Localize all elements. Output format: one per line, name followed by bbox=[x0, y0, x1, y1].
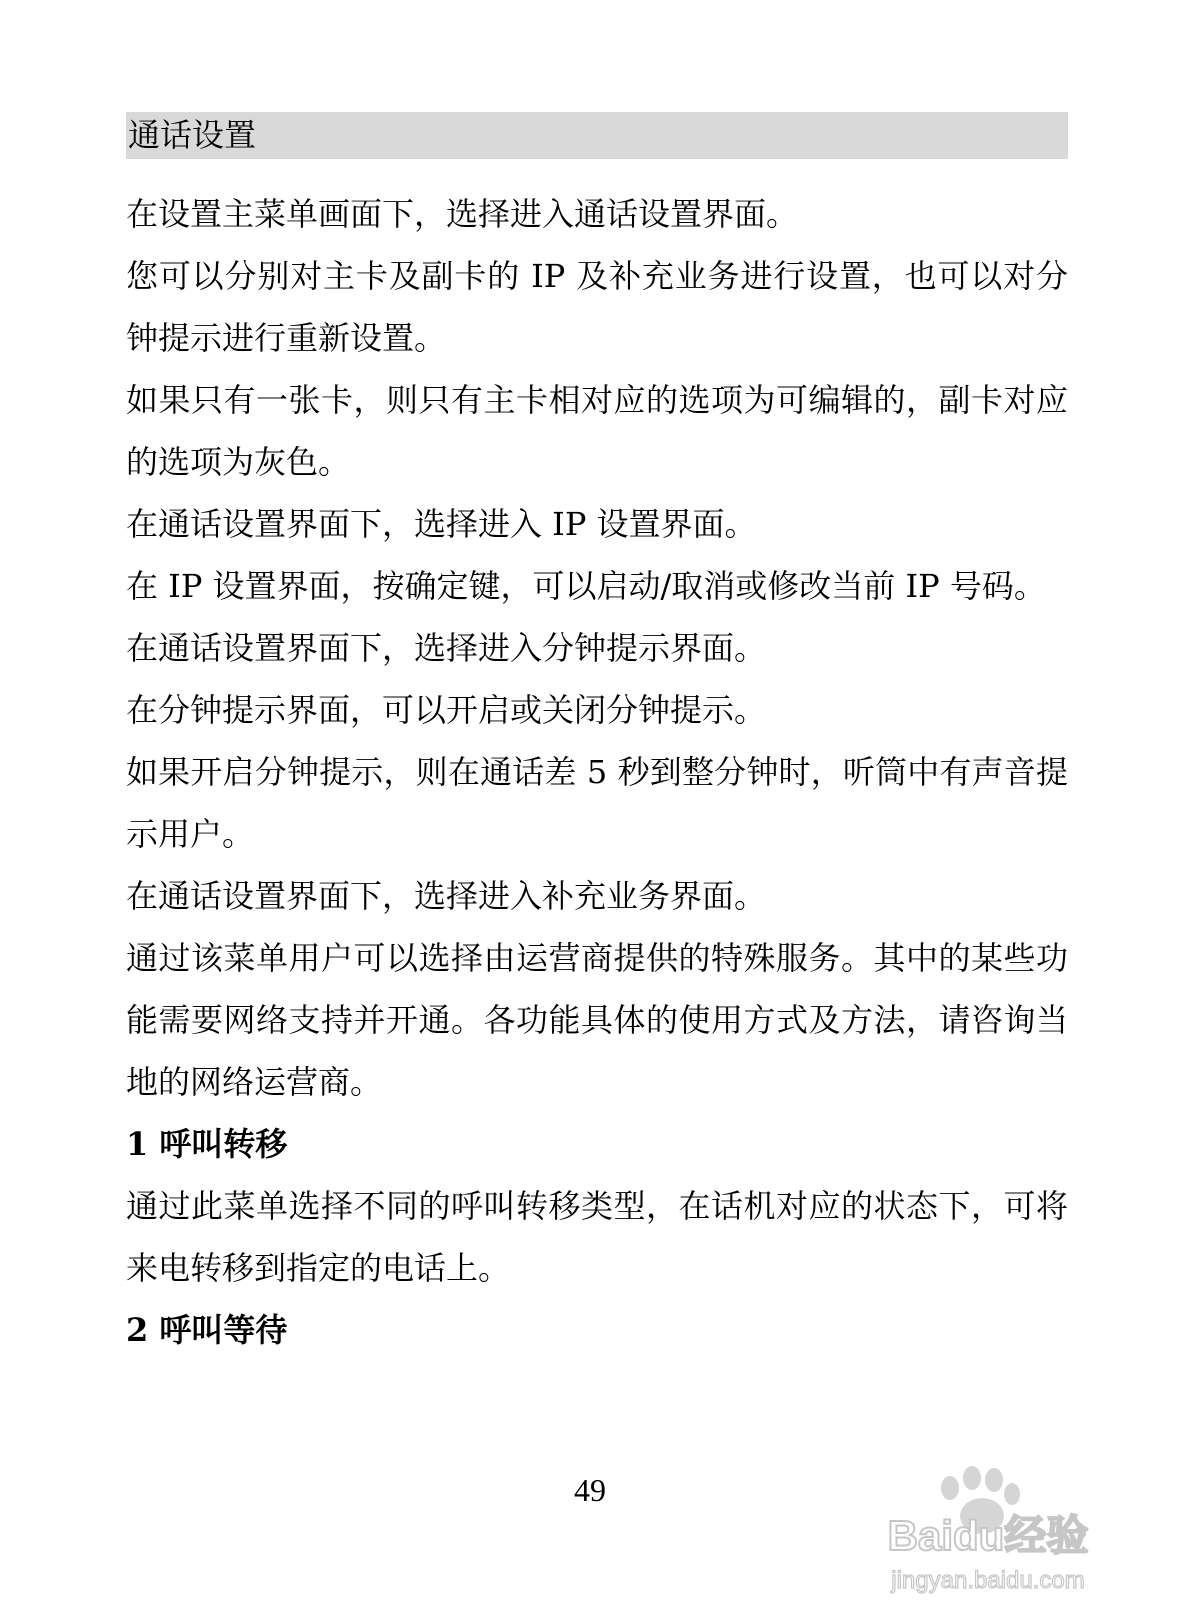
watermark-url: jingyan.baidu.com bbox=[891, 1567, 1085, 1594]
paragraph: 通过该菜单用户可以选择由运营商提供的特殊服务。其中的某些功能需要网络支持并开通。各功能具体的使用方式及方法，请咨询当地的网络运营商。 bbox=[126, 939, 1068, 1101]
section-title: 通话设置 bbox=[126, 112, 1068, 159]
paragraph: 在通话设置界面下，选择进入分钟提示界面。 bbox=[126, 629, 767, 667]
subsection-heading-call-forwarding: 1 呼叫转移 bbox=[126, 1125, 288, 1163]
baidu-watermark bbox=[838, 1450, 1138, 1600]
paragraph: 在设置主菜单画面下，选择进入通话设置界面。 bbox=[126, 195, 799, 233]
paragraph: 在 IP 设置界面，按确定键，可以启动/取消或修改当前 IP 号码。 bbox=[126, 567, 1046, 605]
subsection-heading-call-waiting: 2 呼叫等待 bbox=[126, 1311, 288, 1349]
document-page bbox=[126, 112, 1068, 1361]
paragraph: 在分钟提示界面，可以开启或关闭分钟提示。 bbox=[126, 691, 767, 729]
paragraph: 如果只有一张卡，则只有主卡相对应的选项为可编辑的，副卡对应的选项为灰色。 bbox=[126, 381, 1068, 481]
watermark-brand: Baidu经验 bbox=[887, 1512, 1089, 1559]
page-number: 49 bbox=[574, 1472, 606, 1508]
paragraph: 您可以分别对主卡及副卡的 IP 及补充业务进行设置，也可以对分钟提示进行重新设置。 bbox=[126, 257, 1068, 357]
paragraph: 在通话设置界面下，选择进入补充业务界面。 bbox=[126, 877, 767, 915]
paragraph: 如果开启分钟提示，则在通话差 5 秒到整分钟时，听筒中有声音提示用户。 bbox=[126, 753, 1068, 853]
paragraph: 在通话设置界面下，选择进入 IP 设置界面。 bbox=[126, 505, 757, 543]
subsection-text-call-forwarding: 通过此菜单选择不同的呼叫转移类型，在话机对应的状态下，可将来电转移到指定的电话上。 bbox=[126, 1187, 1068, 1287]
